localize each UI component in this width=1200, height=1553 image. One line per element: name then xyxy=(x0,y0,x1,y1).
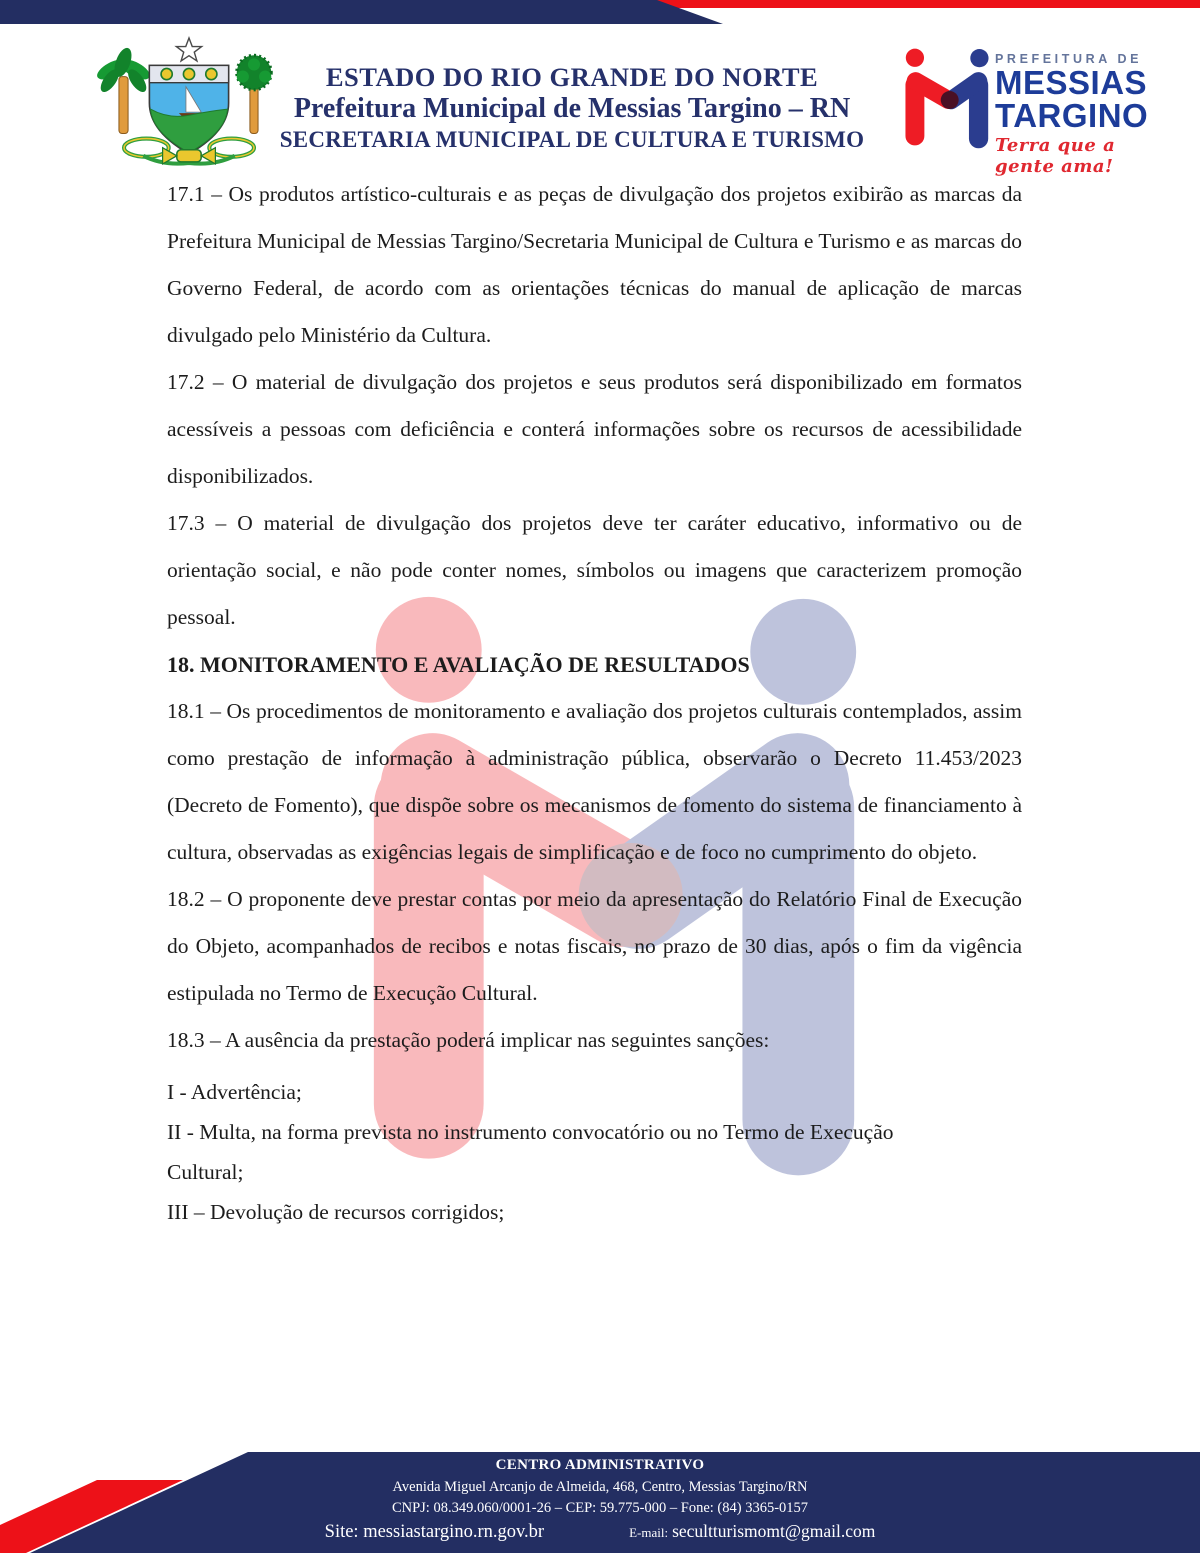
paragraph-18-3: 18.3 – A ausência da prestação poderá implicar nas seguintes sanções: xyxy=(167,1028,770,1052)
prefeitura-brand-logo xyxy=(903,44,1173,177)
footer-site: Site: messiastargino.rn.gov.br xyxy=(324,1522,545,1542)
letterhead-state-line: ESTADO DO RIO GRANDE DO NORTE xyxy=(325,62,819,92)
paragraph-17-1: 17.1 – Os produtos artístico-culturais e as peças de divulgação dos projetos exibirão as marcas da Prefeitura Municipal de Messias Targino/Secretaria Municipal de Cultura e Turismo e as marcas do Governo Federal, de acordo com as orientações técnicas do manual de aplicação de marcas divulgado pelo Ministério da Cultura. xyxy=(167,182,1022,347)
footer-site-url: messiastargino.rn.gov.br xyxy=(363,1522,545,1542)
footer-contact-row xyxy=(0,1521,1200,1543)
brand-name-line1: MESSIAS xyxy=(995,64,1148,101)
brand-slogan: Terra que a gente ama! xyxy=(995,135,1116,177)
paragraph-17-2: 17.2 – O material de divulgação dos projetos e seus produtos será disponibilizado em formatos acessíveis a pessoas com deficiência e conterá informações sobre os recursos de acessibilidade disponibilizados. xyxy=(167,370,1022,488)
footer-email: E-mail: secultturismomt@gmail.com xyxy=(629,1521,876,1541)
top-decorative-bars xyxy=(0,0,1200,26)
paragraph-17-3: 17.3 – O material de divulgação dos projetos deve ter caráter educativo, informativo ou de orientação social, e não pode conter nomes, símbolos ou imagens que caracterizem promoção pessoal. xyxy=(167,511,1022,629)
left-palm-tree xyxy=(94,46,153,134)
document-body xyxy=(167,171,1022,1232)
footer-title: CENTRO ADMINISTRATIVO xyxy=(495,1457,705,1473)
sanction-item-3: III – Devolução de recursos corrigidos; xyxy=(167,1200,505,1224)
letterhead-municipality-line: Prefeitura Municipal de Messias Targino – RN xyxy=(293,93,851,124)
top-navy-bar xyxy=(0,0,723,24)
sanctions-list xyxy=(167,1072,947,1232)
sanction-item-2: II - Multa, na forma prevista no instrumento convocatório ou no Termo de Execução Cultural; xyxy=(167,1120,894,1184)
section-18-heading: 18. MONITORAMENTO E AVALIAÇÃO DE RESULTADOS xyxy=(167,652,750,677)
letterhead xyxy=(242,62,902,155)
brand-name-line2: TARGINO xyxy=(995,97,1149,134)
footer-registry: CNPJ: 08.349.060/0001-26 – CEP: 59.775-000 – Fone: (84) 3365-0157 xyxy=(391,1500,809,1516)
letterhead-department-line: SECRETARIA MUNICIPAL DE CULTURA E TURISMO xyxy=(279,127,865,152)
star-icon xyxy=(176,38,201,61)
paragraph-18-2: 18.2 – O proponente deve prestar contas por meio da apresentação do Relatório Final de Execução do Objeto, acompanhados de recibos e notas fiscais, no prazo de 30 dias, após o fim da vigência estipulada no Termo de Execução Cultural. xyxy=(167,887,1022,1005)
handshake-m-logo-icon xyxy=(903,48,991,151)
brand-text xyxy=(995,44,1173,177)
sanction-item-1: I - Advertência; xyxy=(167,1080,302,1104)
page-footer xyxy=(0,1452,1200,1553)
footer-address: Avenida Miguel Arcanjo de Almeida, 468, Centro, Messias Targino/RN xyxy=(392,1479,808,1495)
top-red-bar xyxy=(648,0,1200,8)
brand-pretitle: PREFEITURA DE xyxy=(995,52,1143,66)
footer-email-address: secultturismomt@gmail.com xyxy=(672,1521,876,1541)
paragraph-18-1: 18.1 – Os procedimentos de monitoramento e avaliação dos projetos culturais contemplados, assim como prestação de informação à administração pública, observarão o Decreto 11.453/2023 (Decreto de Fomento), que dispõe sobre os mecanismos de fomento do sistema de financiamento à cultura, observadas as exigências legais de simplificação e de foco no cumprimento do objeto. xyxy=(167,699,1022,864)
